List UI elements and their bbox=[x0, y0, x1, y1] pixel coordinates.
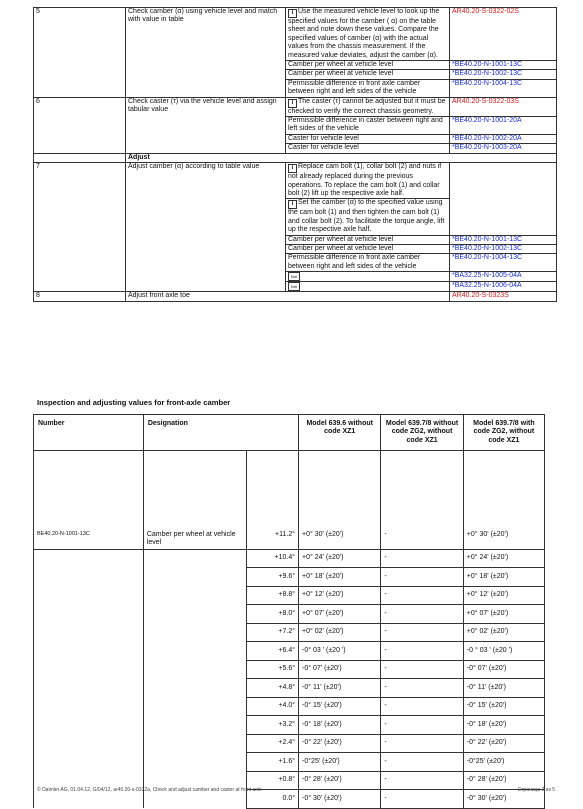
torque-nm-icon: Nm bbox=[288, 272, 300, 281]
torque-nm-icon: Nm bbox=[288, 282, 300, 291]
camber-value-cell: -0° 28' (±20') bbox=[463, 771, 544, 790]
table-designation-cell: Camber per wheel at vehicle level bbox=[143, 451, 246, 550]
step-description: Adjust camber (α) according to table value bbox=[126, 163, 286, 292]
step-reference-link[interactable]: AR40.20-S-0322-03S bbox=[450, 97, 557, 116]
step-number: 5 bbox=[34, 8, 126, 98]
procedure-step-row bbox=[34, 97, 557, 116]
info-icon: i bbox=[288, 200, 297, 209]
step-note-text: Set the camber (α) to the specified value using the cam bolt (1) and then tighten the cam bolt (1) and collar bolt (2). To facilitate the torque angle, lift up the respective axle half. bbox=[288, 199, 445, 234]
camber-value-cell: - bbox=[381, 679, 463, 698]
table-row bbox=[34, 568, 545, 587]
vehicle-level-cell: +8.8° bbox=[246, 586, 299, 605]
camber-value-cell: -0°25' (±20') bbox=[463, 753, 544, 772]
subrow-text: Camber per wheel at vehicle level bbox=[286, 244, 450, 253]
subrow-reference-link[interactable]: *BA32.25-N-1006-04A bbox=[450, 282, 557, 292]
camber-value-cell: +0° 30' (±20') bbox=[299, 451, 381, 550]
vehicle-level-cell: +0.8° bbox=[246, 771, 299, 790]
table-row bbox=[34, 697, 545, 716]
vehicle-level-cell: +6.4° bbox=[246, 642, 299, 661]
camber-value-cell: -0° 30' (±20') bbox=[299, 790, 381, 809]
subrow-reference-link[interactable]: *BE40.20-N-1002-13C bbox=[450, 70, 557, 79]
subrow-reference-link[interactable]: *BE40.20-N-1004-13C bbox=[450, 254, 557, 272]
step-note bbox=[286, 97, 450, 116]
camber-value-cell: - bbox=[381, 734, 463, 753]
camber-value-cell: +0° 12' (±20') bbox=[299, 586, 381, 605]
procedure-step-row bbox=[34, 8, 557, 61]
camber-value-cell: - bbox=[381, 549, 463, 568]
camber-value-cell: +0° 07' (±20') bbox=[463, 605, 544, 624]
info-icon: i bbox=[288, 99, 297, 108]
camber-value-cell: -0° 15' (±20') bbox=[299, 697, 381, 716]
vehicle-level-cell: +2.4° bbox=[246, 734, 299, 753]
camber-value-cell: - bbox=[381, 697, 463, 716]
header-model-1: Model 639.6 without code XZ1 bbox=[299, 415, 381, 451]
subrow-reference-link[interactable]: *BE40.20-N-1001-13C bbox=[450, 61, 557, 70]
table-row bbox=[34, 660, 545, 679]
subrow-text: Permissible difference in front axle camber between right and left sides of the vehicle bbox=[286, 79, 450, 97]
header-designation: Designation bbox=[143, 415, 298, 451]
table-row bbox=[34, 642, 545, 661]
step-note-text: The caster (τ) cannot be adjusted but it must be checked to verify the correct chassis geometry. bbox=[288, 97, 446, 115]
subrow-text: Caster for vehicle level bbox=[286, 144, 450, 153]
step-description: Adjust front axle toe bbox=[126, 292, 450, 301]
table-row bbox=[34, 716, 545, 735]
header-model-3: Model 639.7/8 with code ZG2, without code XZ1 bbox=[463, 415, 544, 451]
vehicle-level-cell: 0.0° bbox=[246, 790, 299, 809]
step-note bbox=[286, 8, 450, 61]
table-row bbox=[34, 753, 545, 772]
step-description: Check caster (τ) via the vehicle level and assign tabular value bbox=[126, 97, 286, 153]
table-row bbox=[34, 623, 545, 642]
info-icon: i bbox=[288, 164, 297, 173]
subrow-text: Camber per wheel at vehicle level bbox=[286, 61, 450, 70]
vehicle-level-cell: +1.6° bbox=[246, 753, 299, 772]
table-row bbox=[34, 586, 545, 605]
camber-value-cell: +0° 18' (±20') bbox=[463, 568, 544, 587]
step-number: 8 bbox=[34, 292, 126, 301]
table-number-cell: BE40.20-N-1001-13C bbox=[34, 451, 144, 550]
camber-value-cell: +0° 24' (±20') bbox=[463, 549, 544, 568]
step-note-text: Replace cam bolt (1), collar bolt (2) and nuts if not already replaced during the previous operations. To replace the cam bolt (1) and collar bolt (2) lift up the respective axle half. bbox=[288, 163, 442, 197]
step-reference-link[interactable]: AR40.20-S-0323S bbox=[450, 292, 557, 301]
procedure-step-row bbox=[34, 292, 557, 301]
step-note bbox=[286, 199, 450, 235]
vehicle-level-cell: +10.4° bbox=[246, 549, 299, 568]
camber-value-cell: +0° 18' (±20') bbox=[299, 568, 381, 587]
camber-value-cell: +0° 02' (±20') bbox=[463, 623, 544, 642]
camber-value-cell: -0° 03 ' (±20 ') bbox=[299, 642, 381, 661]
camber-values-table bbox=[33, 414, 545, 809]
camber-value-cell: +0° 07' (±20') bbox=[299, 605, 381, 624]
camber-value-cell: -0° 07' (±20') bbox=[299, 660, 381, 679]
subrow-text bbox=[286, 282, 450, 292]
subrow-text: Camber per wheel at vehicle level bbox=[286, 70, 450, 79]
procedure-step-row bbox=[34, 163, 557, 199]
camber-value-cell: -0° 22' (±20') bbox=[299, 734, 381, 753]
camber-value-cell: - bbox=[381, 605, 463, 624]
section-title: Inspection and adjusting values for front-axle camber bbox=[37, 398, 231, 407]
camber-value-cell: +0° 30' (±20') bbox=[463, 451, 544, 550]
subrow-reference-link[interactable]: *BE40.20-N-1001-20A bbox=[450, 117, 557, 135]
vehicle-level-cell: +9.6° bbox=[246, 568, 299, 587]
camber-value-cell: -0°25' (±20') bbox=[299, 753, 381, 772]
vehicle-level-cell: +11.2° bbox=[246, 451, 299, 550]
info-icon: i bbox=[288, 9, 297, 18]
camber-value-cell: - bbox=[381, 642, 463, 661]
adjust-header: Adjust bbox=[126, 153, 557, 162]
table-row bbox=[34, 734, 545, 753]
camber-value-cell: -0° 22' (±20') bbox=[463, 734, 544, 753]
vehicle-level-cell: +8.0° bbox=[246, 605, 299, 624]
camber-value-cell: +0° 02' (±20') bbox=[299, 623, 381, 642]
table-header-row bbox=[34, 415, 545, 451]
camber-value-cell: -0° 07' (±20') bbox=[463, 660, 544, 679]
subrow-text: Caster for vehicle level bbox=[286, 134, 450, 143]
header-model-2: Model 639.7/8 without code ZG2, without code XZ1 bbox=[381, 415, 463, 451]
procedure-table bbox=[33, 7, 557, 302]
camber-value-cell: +0° 24' (±20') bbox=[299, 549, 381, 568]
camber-value-cell: -0 ° 03 ' (±20 ') bbox=[463, 642, 544, 661]
camber-value-cell: - bbox=[381, 586, 463, 605]
camber-value-cell: - bbox=[381, 771, 463, 790]
step-note-text: Use the measured vehicle level to look up the specified values for the camber ( α) on the table sheet and note down these values. Compare the specified values of camber (α) with the actual values from the chassis measurement. If the measured value deviates, adjust the camber (α). bbox=[288, 8, 440, 59]
vehicle-level-cell: +5.6° bbox=[246, 660, 299, 679]
subrow-text: Permissible difference in front axle camber between right and left sides of the vehicle bbox=[286, 254, 450, 272]
camber-value-cell: - bbox=[381, 716, 463, 735]
camber-value-cell: -0° 15' (±20') bbox=[463, 697, 544, 716]
subrow-text: Camber per wheel at vehicle level bbox=[286, 235, 450, 244]
camber-value-cell: - bbox=[381, 623, 463, 642]
step-number: 7 bbox=[34, 163, 126, 292]
camber-value-cell: -0° 11' (±20') bbox=[463, 679, 544, 698]
camber-value-cell: - bbox=[381, 568, 463, 587]
table-row bbox=[34, 549, 545, 568]
subrow-reference-link[interactable]: *BE40.20-N-1002-13C bbox=[450, 244, 557, 253]
step-reference-link[interactable]: AR40.20-S-0322-02S bbox=[450, 8, 557, 61]
camber-value-cell: - bbox=[381, 753, 463, 772]
camber-value-cell: - bbox=[381, 451, 463, 550]
step-description: Check camber (α) using vehicle level and match with value in table bbox=[126, 8, 286, 98]
camber-value-cell: - bbox=[381, 660, 463, 679]
adjust-header-row bbox=[34, 153, 557, 162]
vehicle-level-cell: +3.2° bbox=[246, 716, 299, 735]
footer-left: © Daimler AG, 01.04.12, G/04/12, ar40.20-s-0322a, Check and adjust camber and caster at front axle bbox=[37, 787, 262, 793]
camber-value-cell: -0° 28' (±20') bbox=[299, 771, 381, 790]
subrow-text bbox=[286, 272, 450, 282]
subrow-reference-link[interactable]: *BE40.20-N-1001-13C bbox=[450, 235, 557, 244]
camber-value-cell: +0° 12' (±20') bbox=[463, 586, 544, 605]
step-number: 6 bbox=[34, 97, 126, 153]
table-row bbox=[34, 451, 545, 550]
table-row bbox=[34, 605, 545, 624]
subrow-reference-link[interactable]: *BE40.20-N-1003-20A bbox=[450, 144, 557, 153]
header-number: Number bbox=[34, 415, 144, 451]
subrow-reference-link[interactable]: *BE40.20-N-1004-13C bbox=[450, 79, 557, 97]
footer-right: Страница 2 из 5 bbox=[517, 787, 555, 793]
step-note bbox=[286, 163, 450, 199]
subrow-reference-link[interactable]: *BE40.20-N-1002-20A bbox=[450, 134, 557, 143]
camber-value-cell: -0° 11' (±20') bbox=[299, 679, 381, 698]
subrow-text: Permissible difference in caster between right and left sides of the vehicle bbox=[286, 117, 450, 135]
vehicle-level-cell: +7.2° bbox=[246, 623, 299, 642]
camber-value-cell: - bbox=[381, 790, 463, 809]
vehicle-level-cell: +4.8° bbox=[246, 679, 299, 698]
camber-value-cell: -0° 18' (±20') bbox=[299, 716, 381, 735]
subrow-reference-link[interactable]: *BA32.25-N-1005-04A bbox=[450, 272, 557, 282]
camber-value-cell: -0° 18' (±20') bbox=[463, 716, 544, 735]
camber-value-cell: -0° 30' (±20') bbox=[463, 790, 544, 809]
vehicle-level-cell: +4.0° bbox=[246, 697, 299, 716]
table-row bbox=[34, 679, 545, 698]
